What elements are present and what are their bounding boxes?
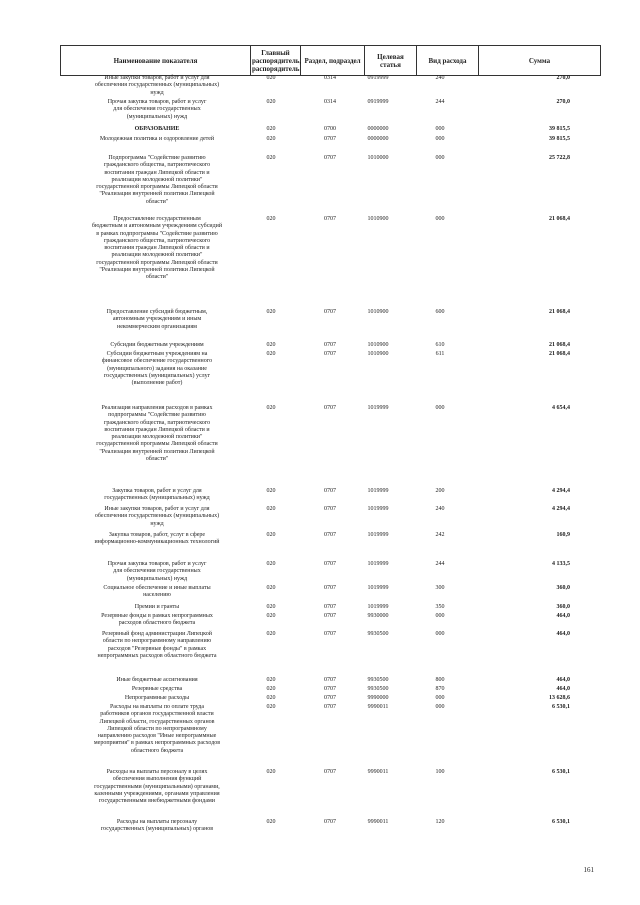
- cell-name: Предоставление субсидий бюджетным, автономным учреждениям и иным некоммерческим организациям: [106, 309, 208, 330]
- header-target: Целевая статья: [365, 46, 417, 76]
- cell-target: 1010900: [367, 309, 389, 315]
- cell-section: 0707: [324, 405, 336, 411]
- cell-exptype: 000: [435, 155, 445, 161]
- cell-target: 9990011: [367, 704, 389, 710]
- cell-sum: 13 628,6: [549, 695, 570, 701]
- cell-name: Закупка товаров, работ, услуг в сфере информационно-коммуникационных технологий: [94, 532, 220, 546]
- cell-sum: 4 133,5: [552, 561, 570, 567]
- cell-name: Подпрограмма "Содействие развитию гражданского общества, патриотического воспитания граждан Липецкой области и реализации молодежной политики" государственной программы Липецкой области "Реализация внутренней политики Липецкой области": [96, 155, 218, 205]
- cell-exptype: 300: [435, 585, 445, 591]
- header-section: Раздел, подраздел: [301, 46, 365, 76]
- cell-name: Иные закупки товаров, работ и услуг для обеспечения государственных (муниципальных) нужд: [94, 506, 220, 527]
- cell-name: Расходы на выплаты персоналу в целях обеспечения выполнения функций государственными (муниципальными) органами, казенными учреждениями, органами управления государственными внебюджетными фондами: [94, 769, 220, 805]
- cell-sum: 21 068,4: [549, 309, 570, 315]
- cell-admin: 020: [266, 704, 276, 710]
- cell-name: Социальное обеспечение и иные выплаты населению: [103, 585, 211, 599]
- cell-exptype: 000: [435, 613, 445, 619]
- cell-section: 0707: [324, 631, 336, 637]
- cell-name: Субсидии бюджетным учреждениям на финансовое обеспечение государственного (муниципального) задания на оказание государственных (муниципальных) услуг (выполнение работ): [101, 351, 213, 387]
- cell-admin: 020: [266, 75, 276, 81]
- cell-target: 9930500: [367, 686, 389, 692]
- cell-name: Реализация направления расходов в рамках подпрограммы "Содействие развитию гражданского общества, патриотического воспитания граждан Липецкой области и реализации молодежной политики" государственной программы Липецкой области "Реализация внутренней политики Липецкой области": [96, 405, 218, 463]
- cell-section: 0707: [324, 613, 336, 619]
- cell-sum: 270,0: [556, 75, 570, 81]
- cell-exptype: 600: [435, 309, 445, 315]
- cell-name: Прочая закупка товаров, работ и услуг для обеспечения государственных (муниципальных) нужд: [107, 561, 207, 582]
- cell-admin: 020: [266, 342, 276, 348]
- cell-admin: 020: [266, 532, 276, 538]
- cell-admin: 020: [266, 351, 276, 357]
- cell-name: Непрограммные расходы: [124, 695, 190, 701]
- cell-sum: 360,0: [556, 604, 570, 610]
- cell-target: 9990000: [367, 695, 389, 701]
- cell-target: 1019999: [367, 561, 389, 567]
- cell-section: 0314: [324, 75, 336, 81]
- cell-sum: 270,0: [556, 99, 570, 105]
- table-header: [60, 45, 601, 76]
- cell-section: 0707: [324, 686, 336, 692]
- cell-exptype: 242: [435, 532, 445, 538]
- cell-sum: 21 068,4: [549, 216, 570, 222]
- cell-exptype: 000: [435, 631, 445, 637]
- cell-target: 1010900: [367, 342, 389, 348]
- cell-section: 0707: [324, 351, 336, 357]
- cell-name: Резервный фонд администрации Липецкой области по непрограммному направлению расходов "Резервные фонды" в рамках непрограммных расходов областного бюджета: [97, 631, 217, 659]
- cell-sum: 21 068,4: [549, 351, 570, 357]
- cell-section: 0707: [324, 819, 336, 825]
- cell-exptype: 000: [435, 136, 445, 142]
- cell-section: 0707: [324, 488, 336, 494]
- cell-exptype: 611: [435, 351, 445, 357]
- header-admin: Главный распорядитель, распорядитель: [251, 46, 301, 76]
- cell-section: 0707: [324, 155, 336, 161]
- cell-target: 9990011: [367, 769, 389, 775]
- cell-target: 0000000: [367, 136, 389, 142]
- cell-name: Премии и гранты: [134, 604, 180, 610]
- cell-target: 1019999: [367, 532, 389, 538]
- cell-target: 1019999: [367, 488, 389, 494]
- cell-name: Резервные средства: [131, 686, 183, 692]
- cell-target: 9930500: [367, 677, 389, 683]
- cell-name: Расходы на выплаты по оплате труда работников органов государственной власти Липецкой области, государственных органов Липецкой области по непрограммному направлению расходов "Иные непрограммные мероприятия" в рамках непрограммных расходов областного бюджета: [93, 704, 221, 754]
- cell-sum: 464,0: [556, 631, 570, 637]
- cell-target: 9930000: [367, 613, 389, 619]
- cell-section: 0707: [324, 216, 336, 222]
- cell-section: 0707: [324, 585, 336, 591]
- cell-section: 0707: [324, 561, 336, 567]
- cell-name: Прочая закупка товаров, работ и услуг для обеспечения государственных (муниципальных) нужд: [107, 99, 207, 120]
- cell-sum: 39 815,5: [549, 126, 570, 132]
- cell-sum: 160,9: [556, 532, 570, 538]
- cell-sum: 464,0: [556, 677, 570, 683]
- cell-exptype: 244: [435, 99, 445, 105]
- cell-section: 0700: [324, 126, 336, 132]
- cell-name: Резервные фонды в рамках непрограммных расходов областного бюджета: [101, 613, 213, 627]
- cell-section: 0707: [324, 136, 336, 142]
- cell-section: 0707: [324, 506, 336, 512]
- cell-admin: 020: [266, 99, 276, 105]
- cell-sum: 4 294,4: [552, 506, 570, 512]
- cell-section: 0707: [324, 342, 336, 348]
- cell-target: 1019999: [367, 506, 389, 512]
- cell-admin: 020: [266, 677, 276, 683]
- cell-sum: 4 654,4: [552, 405, 570, 411]
- cell-admin: 020: [266, 769, 276, 775]
- header-exptype: Вид расхода: [417, 46, 479, 76]
- cell-name: Иные бюджетные ассигнования: [116, 677, 198, 683]
- cell-exptype: 120: [435, 819, 445, 825]
- cell-target: 1010900: [367, 216, 389, 222]
- cell-target: 1019999: [367, 585, 389, 591]
- cell-target: 9990011: [367, 819, 389, 825]
- cell-admin: 020: [266, 585, 276, 591]
- cell-section: 0707: [324, 309, 336, 315]
- cell-admin: 020: [266, 686, 276, 692]
- cell-exptype: 100: [435, 769, 445, 775]
- cell-name: Субсидии бюджетным учреждениям: [110, 342, 204, 348]
- header-name: Наименование показателя: [61, 46, 251, 76]
- cell-exptype: 240: [435, 75, 445, 81]
- cell-admin: 020: [266, 819, 276, 825]
- cell-exptype: 000: [435, 704, 445, 710]
- cell-section: 0707: [324, 532, 336, 538]
- cell-name: Расходы на выплаты персоналу государственных (муниципальных) органов: [100, 819, 214, 833]
- cell-name: Предоставление государственным бюджетным и автономным учреждениям субсидий в рамках подпрограммы "Содействие развитию гражданского общества, патриотического воспитания граждан Липецкой области и реализации молодежной политики" государственной программы Липецкой области "Реализация внутренней политики Липецкой области": [91, 216, 223, 281]
- cell-exptype: 200: [435, 488, 445, 494]
- cell-target: 1019999: [367, 405, 389, 411]
- cell-name: Молодежная политика и оздоровление детей: [99, 136, 215, 142]
- cell-admin: 020: [266, 613, 276, 619]
- page-number: 161: [583, 866, 594, 874]
- cell-sum: 360,0: [556, 585, 570, 591]
- cell-sum: 21 068,4: [549, 342, 570, 348]
- cell-admin: 020: [266, 631, 276, 637]
- cell-admin: 020: [266, 309, 276, 315]
- cell-section: 0707: [324, 695, 336, 701]
- cell-section: 0707: [324, 769, 336, 775]
- cell-sum: 39 815,5: [549, 136, 570, 142]
- cell-sum: 464,0: [556, 613, 570, 619]
- cell-target: 1010900: [367, 351, 389, 357]
- cell-exptype: 610: [435, 342, 445, 348]
- cell-name: Закупка товаров, работ и услуг для государственных (муниципальных) нужд: [104, 488, 210, 502]
- cell-exptype: 000: [435, 695, 445, 701]
- cell-target: 0919999: [367, 75, 389, 81]
- cell-target: 0000000: [367, 126, 389, 132]
- cell-sum: 464,0: [556, 686, 570, 692]
- cell-admin: 020: [266, 488, 276, 494]
- cell-section: 0707: [324, 604, 336, 610]
- cell-admin: 020: [266, 695, 276, 701]
- cell-sum: 25 722,8: [549, 155, 570, 161]
- cell-exptype: 240: [435, 506, 445, 512]
- cell-admin: 020: [266, 405, 276, 411]
- cell-exptype: 000: [435, 126, 445, 132]
- cell-exptype: 800: [435, 677, 445, 683]
- cell-section: 0707: [324, 704, 336, 710]
- cell-name: Иные закупки товаров, работ и услуг для обеспечения государственных (муниципальных) нужд: [94, 75, 220, 96]
- cell-target: 0919999: [367, 99, 389, 105]
- cell-admin: 020: [266, 604, 276, 610]
- header-sum: Сумма: [479, 46, 601, 76]
- cell-exptype: 244: [435, 561, 445, 567]
- cell-section: 0314: [324, 99, 336, 105]
- cell-name: ОБРАЗОВАНИЕ: [134, 126, 180, 132]
- cell-target: 1010000: [367, 155, 389, 161]
- cell-sum: 6 530,1: [552, 704, 570, 710]
- cell-admin: 020: [266, 155, 276, 161]
- cell-exptype: 000: [435, 405, 445, 411]
- cell-admin: 020: [266, 561, 276, 567]
- cell-admin: 020: [266, 126, 276, 132]
- cell-exptype: 870: [435, 686, 445, 692]
- cell-section: 0707: [324, 677, 336, 683]
- cell-admin: 020: [266, 216, 276, 222]
- cell-admin: 020: [266, 136, 276, 142]
- cell-admin: 020: [266, 506, 276, 512]
- cell-sum: 6 530,1: [552, 819, 570, 825]
- cell-sum: 6 530,1: [552, 769, 570, 775]
- cell-exptype: 000: [435, 216, 445, 222]
- cell-target: 1019999: [367, 604, 389, 610]
- cell-exptype: 350: [435, 604, 445, 610]
- cell-sum: 4 294,4: [552, 488, 570, 494]
- cell-target: 9930500: [367, 631, 389, 637]
